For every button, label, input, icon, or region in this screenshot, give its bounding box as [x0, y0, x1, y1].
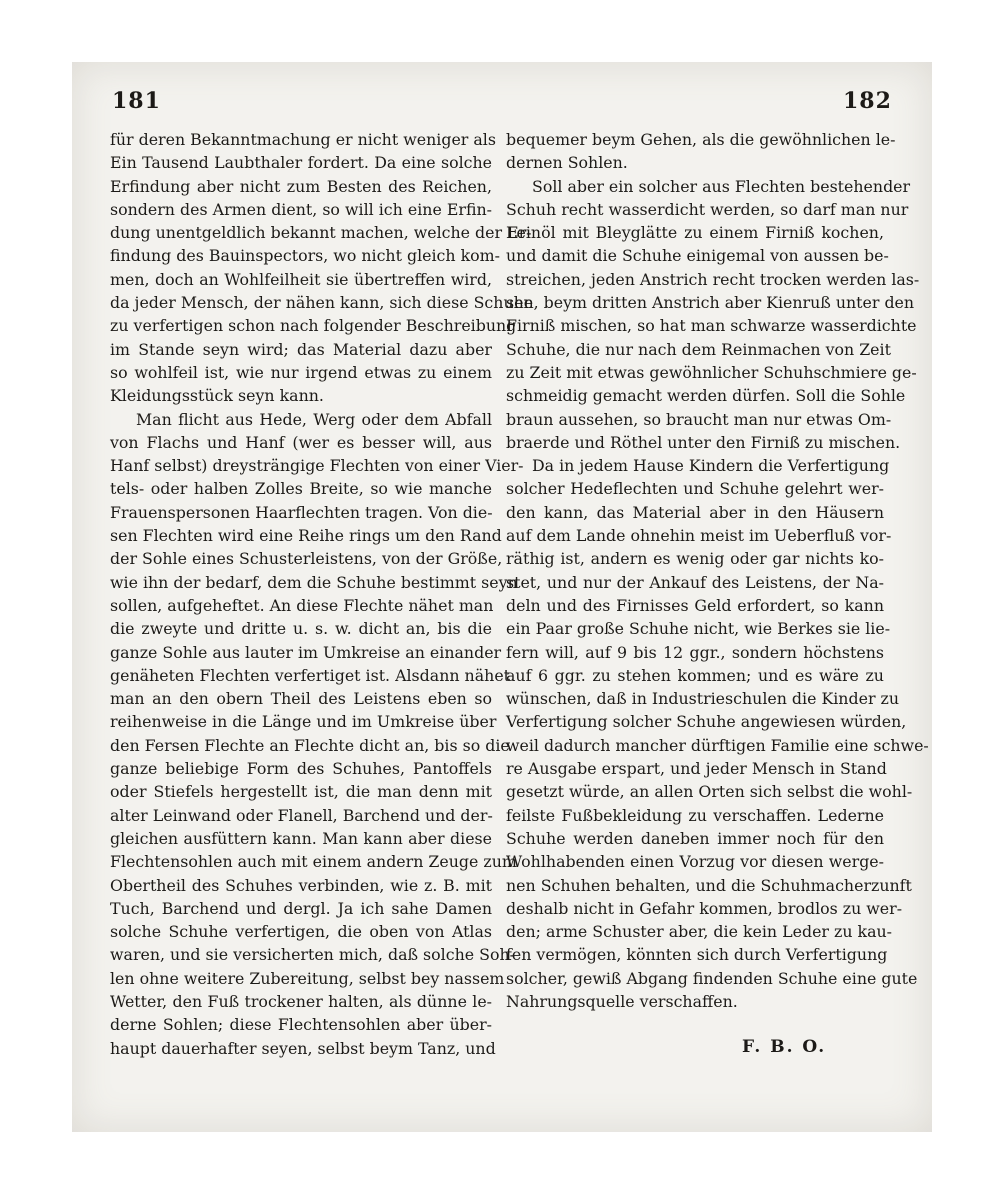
text-line: räthig ist, andern es wenig oder gar nichts ko-: [506, 549, 884, 569]
text-line: Verfertigung solcher Schuhe angewiesen würden,: [506, 712, 907, 732]
text-line: für deren Bekanntmachung er nicht weniger als: [110, 130, 496, 149]
text-line: alter Leinwand oder Flanell, Barchend und der-: [110, 805, 493, 825]
text-line: und damit die Schuhe einigemal von aussen be-: [506, 246, 889, 266]
text-line: solche Schuhe verfertigen, die oben von Atlas: [110, 922, 492, 942]
text-line: waren, und sie versicherten mich, daß solche Soh-: [110, 945, 515, 965]
text-line: Erfindung aber nicht zum Besten des Reichen,: [110, 176, 492, 196]
text-line: Kleidungsstück seyn kann.: [110, 386, 324, 406]
text-line: solcher Hedeflechten und Schuhe gelehrt wer-: [506, 479, 884, 499]
text-line: von Flachs und Hanf (wer es besser will, aus: [110, 432, 492, 452]
text-line: derne Sohlen; diese Flechtensohlen aber über-: [110, 1015, 492, 1035]
text-line: der Sohle eines Schusterleistens, von der Größe,: [110, 549, 503, 569]
text-column-left: [110, 128, 534, 1060]
text-line: sondern des Armen dient, so will ich eine Erfin-: [110, 199, 492, 219]
text-column-right: [506, 128, 929, 1013]
text-line: auf dem Lande ohnehin meist im Ueberfluß vor-: [506, 526, 892, 546]
text-line: Nahrungsquelle verschaffen.: [506, 991, 738, 1011]
text-line: streichen, jeden Anstrich recht trocken werden las-: [506, 269, 920, 289]
text-line: gesetzt würde, an allen Orten sich selbst die wohl-: [506, 782, 913, 802]
text-line: bequemer beym Gehen, als die gewöhnlichen le-: [506, 130, 896, 149]
text-line: sen, beym dritten Anstrich aber Kienruß unter den: [506, 293, 915, 313]
text-line: dung unentgeldlich bekannt machen, welche der Er-: [110, 223, 532, 243]
text-line: braun aussehen, so braucht man nur etwas Om-: [506, 409, 892, 429]
text-line: reihenweise in die Länge und im Umkreise über: [110, 712, 497, 732]
text-line: haupt dauerhafter seyen, selbst beym Tanz, und: [110, 1038, 496, 1058]
text-line: sollen, aufgeheftet. An diese Flechte nähet man: [110, 595, 494, 615]
text-line: den Fersen Flechte an Flechte dicht an, bis so die: [110, 735, 510, 755]
text-line: zu verfertigen schon nach folgender Beschreibung: [110, 316, 517, 336]
text-line: die zweyte und dritte u. s. w. dicht an, bis die: [110, 619, 492, 639]
text-line: Firniß mischen, so hat man schwarze wasserdichte: [506, 316, 917, 336]
text-line: da jeder Mensch, der nähen kann, sich diese Schuhe: [110, 293, 534, 313]
text-line: braerde und Röthel unter den Firniß zu mischen.: [506, 432, 901, 452]
text-line: so wohlfeil ist, wie nur irgend etwas zu einem: [110, 362, 492, 382]
text-line: zu Zeit mit etwas gewöhnlicher Schuhschmiere ge-: [506, 362, 917, 382]
text-line: auf 6 ggr. zu stehen kommen; und es wäre zu: [506, 665, 884, 685]
text-line: solcher, gewiß Abgang findenden Schuhe eine gute: [506, 968, 918, 988]
page-number-right: 182: [843, 88, 892, 114]
text-line: len ohne weitere Zubereitung, selbst bey nassem: [110, 968, 505, 988]
text-line: Tuch, Barchend und dergl. Ja ich sahe Damen: [110, 898, 492, 918]
text-line: tels- oder halben Zolles Breite, so wie manche: [110, 479, 492, 499]
text-line: oder Stiefels hergestellt ist, die man denn mit: [110, 782, 492, 802]
text-line: gleichen ausfüttern kann. Man kann aber diese: [110, 828, 492, 848]
text-line: im Stande seyn wird; das Material dazu aber: [110, 339, 492, 359]
text-line: Schuhe werden daneben immer noch für den: [506, 828, 884, 848]
text-line: Obertheil des Schuhes verbinden, wie z. B. mit: [110, 875, 492, 895]
author-signature: F. B. O.: [742, 1037, 827, 1057]
text-line: Schuhe, die nur nach dem Reinmachen von Zeit: [506, 339, 891, 359]
text-line: deshalb nicht in Gefahr kommen, brodlos zu wer-: [506, 898, 903, 918]
text-line: Soll aber ein solcher aus Flechten bestehender: [532, 176, 911, 196]
text-line: men, doch an Wohlfeilheit sie übertreffen wird,: [110, 269, 492, 289]
text-line: findung des Bauinspectors, wo nicht gleich kom-: [110, 246, 500, 266]
text-line: genäheten Flechten verfertiget ist. Alsdann nähet: [110, 665, 511, 685]
text-line: Schuh recht wasserdicht werden, so darf man nur: [506, 199, 909, 219]
page-number-left: 181: [112, 88, 161, 114]
text-line: sen Flechten wird eine Reihe rings um den Rand: [110, 526, 502, 546]
text-line: Flechtensohlen auch mit einem andern Zeuge zum: [110, 852, 517, 872]
text-line: wie ihn der bedarf, dem die Schuhe bestimmt seyn: [110, 572, 518, 592]
text-line: Da in jedem Hause Kindern die Verfertigung: [532, 456, 890, 476]
text-line: Wetter, den Fuß trockener halten, als dünne le-: [110, 991, 492, 1011]
text-line: man an den obern Theil des Leistens eben so: [110, 689, 492, 709]
text-line: Wohlhabenden einen Vorzug vor diesen werge-: [506, 852, 884, 872]
text-line: Hanf selbst) dreysträngige Flechten von einer Vier-: [110, 456, 524, 476]
text-line: den; arme Schuster aber, die kein Leder zu kau-: [506, 922, 893, 942]
text-line: Frauenspersonen Haarflechten tragen. Von die-: [110, 502, 493, 522]
text-line: weil dadurch mancher dürftigen Familie eine schwe-: [506, 735, 929, 755]
text-line: Leinöl mit Bleyglätte zu einem Firniß kochen,: [506, 223, 884, 243]
text-line: nen Schuhen behalten, und die Schuhmacherzunft: [506, 875, 912, 895]
text-line: Ein Tausend Laubthaler fordert. Da eine solche: [110, 153, 492, 173]
text-line: feilste Fußbekleidung zu verschaffen. Lederne: [506, 805, 884, 825]
text-line: fern will, auf 9 bis 12 ggr., sondern höchstens: [506, 642, 884, 662]
text-line: ganze beliebige Form des Schuhes, Pantoffels: [110, 759, 492, 779]
text-line: stet, und nur der Ankauf des Leistens, der Na-: [506, 572, 884, 592]
text-line: Man flicht aus Hede, Werg oder dem Abfall: [136, 409, 492, 429]
text-line: wünschen, daß in Industrieschulen die Kinder zu: [506, 689, 900, 709]
text-line: den kann, das Material aber in den Häusern: [506, 502, 884, 522]
text-line: dernen Sohlen.: [506, 153, 628, 173]
text-line: ganze Sohle aus lauter im Umkreise an einander: [110, 642, 502, 662]
text-line: schmeidig gemacht werden dürfen. Soll die Sohle: [506, 386, 906, 406]
text-line: re Ausgabe erspart, und jeder Mensch in Stand: [506, 759, 887, 779]
text-line: ein Paar große Schuhe nicht, wie Berkes sie lie-: [506, 619, 891, 639]
text-line: deln und des Firnisses Geld erfordert, so kann: [506, 595, 884, 615]
text-line: fen vermögen, könnten sich durch Verfertigung: [506, 945, 888, 965]
